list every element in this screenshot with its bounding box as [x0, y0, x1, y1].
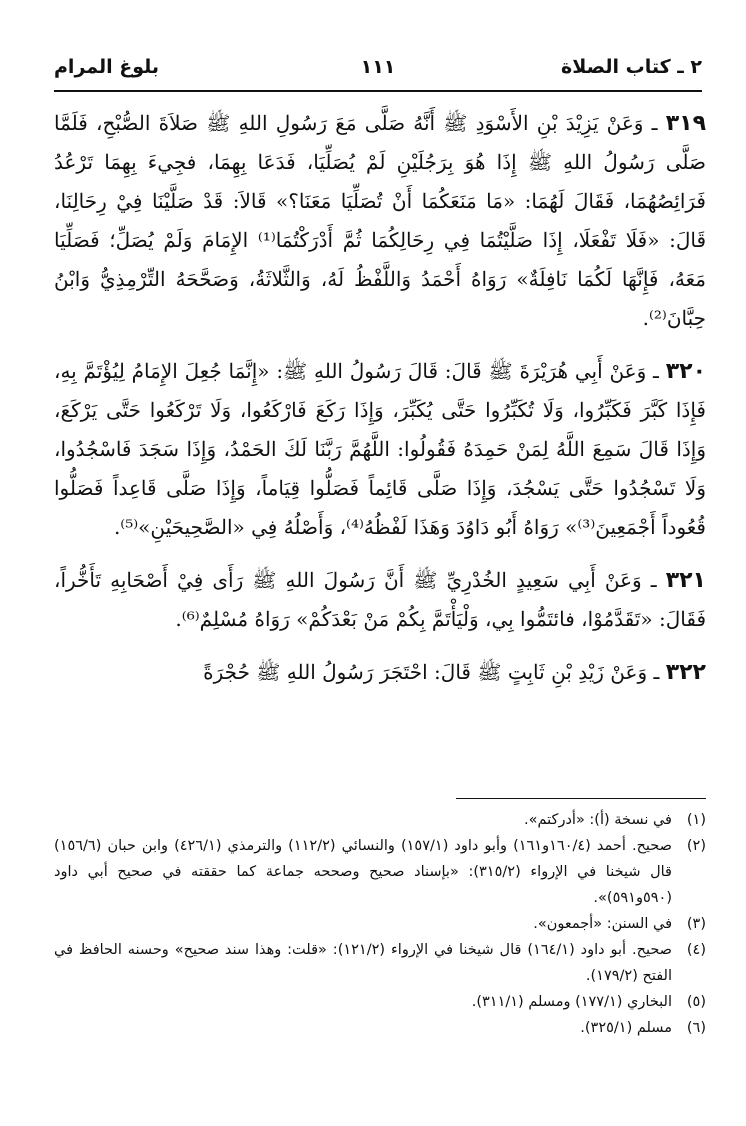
hadith-text: ـ وَعَنْ أَبِي هُرَيْرَةَ ﷺ قَالَ: قَالَ رَسُولُ اللهِ ﷺ: «إِنَّمَا جُعِلَ الإِمَامُ لِيُؤْتَمَّ بِهِ، فَإِذَا كَبَّرَ فَكَبِّرُوا، وَلَا تُكَبِّرُوا حَتَّى يُكَبِّرَ، وَإِذَا رَكَعَ فَارْكَعُوا، وَلَا تَرْكَعُوا حَتَّى يَرْكَعَ، وَإِذَا قَالَ سَمِعَ اللَّهُ لِمَنْ حَمِدَهُ فَقُولُوا: اللَّهُمَّ رَبَّنَا لَكَ الحَمْدُ، وَإِذَا سَجَدَ فَاسْجُدُوا، وَلَا تَسْجُدُوا حَتَّى يَسْجُدَ، وَإِذَا صَلَّى قَائِماً فَصَلُّوا قِيَاماً، وَإِذَا صَلَّى قَاعِداً فَصَلُّوا قُعُوداً أَجْمَعِينَ⁽³⁾» رَوَاهُ أَبُو دَاوُدَ وَهَذَا لَفْظُهُ⁽⁴⁾، وَأَصْلُهُ فِي «الصَّحِيحَيْنِ»⁽⁵⁾. [54, 359, 706, 539]
hadith-paragraph [54, 352, 706, 547]
footnote-divider [456, 798, 706, 799]
footnote-item [54, 833, 706, 911]
hadith-text: ـ وَعَنْ زَيْدِ بْنِ ثَابِتٍ ﷺ قَالَ: احْتَجَرَ رَسُولُ اللهِ ﷺ حُجْرَةً [203, 660, 660, 684]
header-divider [54, 90, 702, 92]
footnote-item [54, 937, 706, 989]
hadith-number: ٣١٩ [665, 111, 707, 136]
footnote-item [54, 911, 706, 937]
footnote-item [54, 989, 706, 1015]
hadith-number: ٣٢٢ [665, 660, 706, 685]
footnote-text: مسلم (٣٢٥/١). [580, 1020, 672, 1036]
footnote-text: البخاري (١٧٧/١) ومسلم (٣١١/١). [471, 994, 672, 1010]
footnote-number: (٣) [686, 916, 706, 932]
footnote-item [54, 807, 706, 833]
footnote-number: (٥) [686, 994, 706, 1010]
footnote-number: (٦) [686, 1020, 706, 1036]
footnote-number: (٢) [686, 838, 706, 854]
footnote-number: (٤) [686, 942, 706, 958]
hadith-number: ٣٢٠ [665, 359, 707, 384]
chapter-title: ٢ ـ كتاب الصلاة [561, 56, 702, 78]
footnote-text: صحيح. أبو داود (١٦٤/١) قال شيخنا في الإرواء (١٢١/٢): «قلت: وهذا سند صحيح» وحسنه الحافظ في الفتح (١٧٩/٢). [54, 942, 672, 984]
footnote-text: في السنن: «أجمعون». [533, 916, 672, 932]
hadith-paragraph [54, 653, 706, 692]
footnote-item [54, 1015, 706, 1041]
book-title: بلوغ المرام [54, 56, 160, 78]
page-number: ١١١ [360, 56, 396, 78]
hadith-text: ـ وَعَنْ أَبِي سَعِيدٍ الخُدْرِيِّ ﷺ أَنَّ رَسُولَ اللهِ ﷺ رَأَى فِيْ أَصْحَابِهِ تَأَخُّراً، فَقَالَ: «تَقَدَّمُوْا، فائتَمُّوا بِي، وَلْيَأْتَمَّ بِكُمْ مَنْ بَعْدَكُمْ» رَوَاهُ مُسْلِمٌ⁽⁶⁾. [54, 568, 706, 631]
hadith-paragraph [54, 561, 706, 639]
footnote-text: في نسخة (أ): «أدركتم». [524, 812, 672, 828]
footnote-text: صحيح. أحمد (١٦٠/٤و١٦١) وأبو داود (١٥٧/١) والنسائي (١١٢/٢) والترمذي (٤٢٦/١) وابن حبان (١٥٦/٦) قال شيخنا في الإرواء (٣١٥/٢): «بإسناد صحيح وصححه جماعة كما حققته في صحيح أبي داود (٥٩٠و٥٩١)». [54, 838, 672, 906]
hadith-paragraph [54, 104, 706, 338]
footnotes-section [54, 798, 706, 1041]
hadith-text: ـ وَعَنْ يَزِيْدَ بْنِ الأَسْوَدِ ﷺ أَنَّهُ صَلَّى مَعَ رَسُولِ اللهِ ﷺ صَلاَةَ الصُّبْحِ، فَلَمَّا صَلَّى رَسُولُ اللهِ ﷺ إِذَا هُوَ بِرَجُلَيْنِ لَمْ يُصَلِّيَا، فَدَعَا بِهِمَا، فجِيءَ بِهِمَا تَرْعُدُ فَرَائِصُهُمَا، فَقَالَ لَهُمَا: «مَا مَنَعَكُمَا أَنْ تُصَلِّيَا مَعَنَا؟» قَالاَ: قَدْ صَلَّيْنَا فِيْ رِحَالِنَا، قَالَ: «فَلَا تَفْعَلَا، إِذَا صَلَّيْتُمَا فِي رِحَالِكُمَا ثُمَّ أَدْرَكْتُمَا⁽¹⁾ الإِمَامَ وَلَمْ يُصَلِّ؛ فَصَلِّيَا مَعَهُ، فَإِنَّهَا لَكُمَا نَافِلَةٌ» رَوَاهُ أَحْمَدُ وَاللَّفْظُ لَهُ، وَالثَّلاثَةُ، وَصَحَّحَهُ التِّرْمِذِيُّ وَابْنُ حِبَّانَ⁽²⁾. [54, 111, 707, 330]
footnote-number: (١) [686, 812, 706, 828]
main-text [54, 104, 706, 706]
hadith-number: ٣٢١ [665, 568, 706, 593]
page-header [54, 52, 702, 92]
